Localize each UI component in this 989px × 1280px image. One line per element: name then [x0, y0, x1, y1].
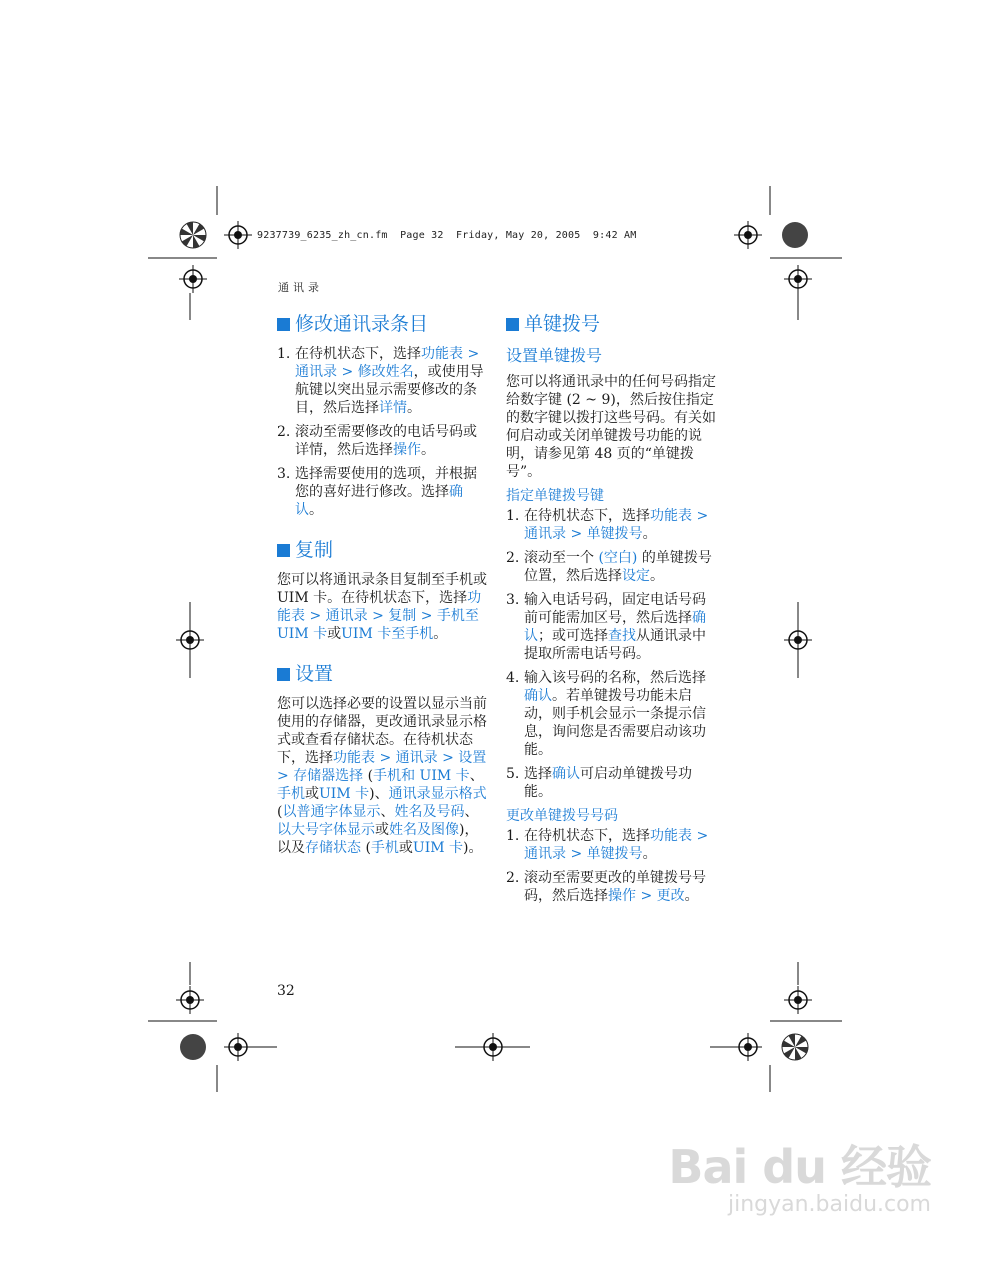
list-item: 1. 在待机状态下，选择功能表 > 通讯录 > 单键拨号。: [506, 828, 709, 862]
list-item: 2. 滚动至需要更改的单键拨号号码，然后选择操作 > 更改。: [506, 870, 706, 904]
paragraph: 您可以将通讯录条目复制至手机或 UIM 卡。在待机状态下，选择功能表 > 通讯录 > 复制 > 手机至 UIM 卡或UIM 卡至手机。: [277, 572, 487, 642]
square-bullet-icon: [277, 318, 290, 331]
list-item: 3. 输入电话号码，固定电话号码前可能需加区号，然后选择确认；或可选择查找从通讯录中提取所需电话号码。: [506, 592, 706, 662]
running-head: 通讯录: [278, 281, 323, 294]
section-copy: [277, 537, 487, 643]
section-heading: 修改通讯录条目: [277, 311, 487, 337]
square-bullet-icon: [277, 544, 290, 557]
baidu-watermark: [668, 1142, 931, 1218]
step-list: [506, 507, 716, 801]
file-info-line: 9237739_6235_zh_cn.fm Page 32 Friday, May 20, 2005 9:42 AM: [257, 230, 637, 241]
list-item: 2. 滚动至一个 (空白) 的单键拨号位置，然后选择设定。: [506, 550, 712, 584]
step-list: [506, 827, 716, 905]
step-list: [277, 345, 487, 519]
section-edit-entry: [277, 311, 487, 519]
list-item: 1. 在待机状态下，选择功能表 > 通讯录 > 单键拨号。: [506, 508, 709, 542]
square-bullet-icon: [506, 318, 519, 331]
watermark-url: jingyan.baidu.com: [727, 1192, 931, 1217]
list-item: 3. 选择需要使用的选项，并根据您的喜好进行修改。选择确认。: [277, 466, 477, 518]
section-heading: 复制: [277, 537, 487, 563]
list-item: 5. 选择确认可启动单键拨号功能。: [506, 766, 692, 800]
subsection-heading: 指定单键拨号键: [506, 488, 604, 504]
square-bullet-icon: [277, 668, 290, 681]
section-settings: [277, 661, 487, 857]
paragraph: 您可以将通讯录中的任何号码指定给数字键 (2 ~ 9)，然后按住指定的数字键以拨打这些号码。有关如何启动或关闭单键拨号功能的说明，请参见第 48 页的“单键拨号”。: [506, 374, 716, 480]
list-item: 2. 滚动至需要修改的电话号码或详情，然后选择操作。: [277, 424, 477, 458]
right-column: [506, 311, 716, 911]
list-item: 1. 在待机状态下，选择功能表 > 通讯录 > 修改姓名，或使用导航键以突出显示需要修改的条目，然后选择详情。: [277, 346, 484, 416]
page-number: 32: [277, 983, 295, 999]
section-heading: 单键拨号: [506, 311, 716, 337]
subsection-heading: 设置单键拨号: [506, 346, 603, 365]
left-column: [277, 311, 487, 875]
list-item: 4. 输入该号码的名称，然后选择确认。若单键拨号功能未启动，则手机会显示一条提示信息，询问您是否需要启动该功能。: [506, 670, 706, 758]
section-heading: 设置: [277, 661, 487, 687]
watermark-logo-text: Bai du 经验: [668, 1140, 931, 1194]
subsection-heading: 更改单键拨号号码: [506, 808, 618, 824]
paragraph: 您可以选择必要的设置以显示当前使用的存储器，更改通讯录显示格式或查看存储状态。在待机状态下，选择功能表 > 通讯录 > 设置 > 存储器选择 (手机和 UIM 卡、手机或UIM 卡)、通讯录显示格式 (以普通字体显示、姓名及号码、以大号字体显示或姓名及图像)，以及存储状态 (手机或UIM 卡)。: [277, 696, 487, 856]
